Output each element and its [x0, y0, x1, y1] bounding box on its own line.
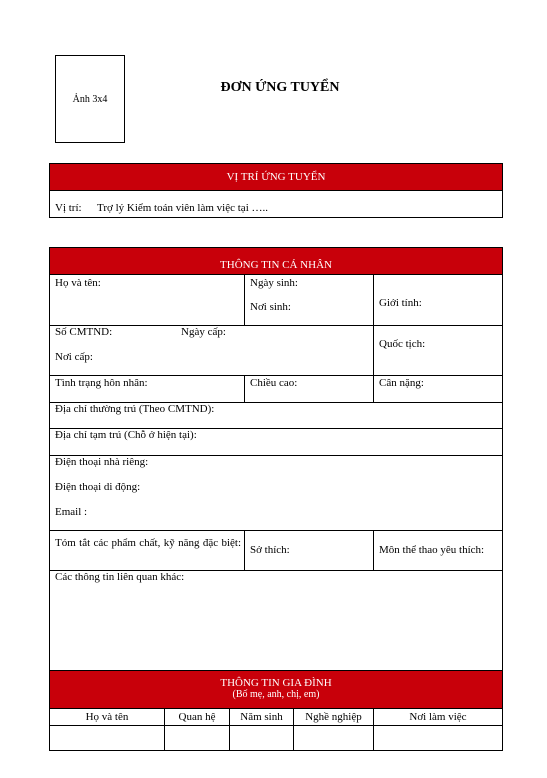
- sports-label: Môn thể thao yêu thích:: [379, 544, 485, 556]
- temp-address-label: Địa chỉ tạm trú (Chỗ ở hiện tại):: [55, 429, 197, 441]
- family-header-text: THÔNG TIN GIA ĐÌNH: [220, 677, 332, 689]
- family-col-name-label: Họ và tên: [85, 711, 129, 723]
- family-row-name-cell[interactable]: [49, 725, 165, 751]
- issue-date-label: Ngày cấp:: [181, 326, 226, 338]
- photo-label: Ảnh 3x4: [72, 93, 108, 105]
- position-value[interactable]: Trợ lý Kiểm toán viên làm việc tại …..: [97, 202, 268, 214]
- form-title: ĐƠN ỨNG TUYỂN: [220, 80, 340, 95]
- permanent-address-cell[interactable]: [49, 402, 503, 429]
- family-row-birth-year-cell[interactable]: [229, 725, 294, 751]
- mobile-label: Điện thoại di động:: [55, 481, 141, 493]
- gender-label: Giới tính:: [379, 297, 422, 309]
- weight-label: Cân nặng:: [379, 377, 424, 389]
- gender-cell[interactable]: [373, 274, 503, 326]
- family-col-name: [49, 708, 165, 726]
- full-name-cell[interactable]: [49, 274, 245, 326]
- other-info-label: Các thông tin liên quan khác:: [55, 571, 185, 583]
- dob-label: Ngày sinh:: [250, 277, 298, 289]
- family-row-workplace-cell[interactable]: [373, 725, 503, 751]
- hobbies-label: Sở thích:: [250, 544, 290, 556]
- position-section-header: [49, 163, 503, 191]
- birthplace-label: Nơi sinh:: [250, 301, 291, 313]
- family-col-workplace: [373, 708, 503, 726]
- family-col-relation: [164, 708, 230, 726]
- weight-cell[interactable]: [373, 375, 503, 403]
- marital-cell[interactable]: [49, 375, 245, 403]
- home-phone-label: Điện thoại nhà riêng:: [55, 456, 149, 468]
- email-label: Email :: [55, 506, 88, 518]
- height-label: Chiều cao:: [250, 377, 298, 389]
- issue-place-label: Nơi cấp:: [55, 351, 93, 363]
- permanent-address-label: Địa chỉ thường trú (Theo CMTND):: [55, 403, 215, 415]
- family-col-occupation: [293, 708, 374, 726]
- family-col-relation-label: Quan hệ: [178, 711, 216, 723]
- family-col-workplace-label: Nơi làm việc: [409, 711, 467, 723]
- skills-label: Tóm tắt các phẩm chất, kỹ năng đặc biệt:: [55, 537, 241, 549]
- nationality-cell[interactable]: [373, 325, 503, 376]
- position-row: [49, 190, 503, 218]
- skills-cell[interactable]: [49, 530, 245, 571]
- id-cell[interactable]: [49, 325, 374, 376]
- dob-cell[interactable]: [244, 274, 374, 326]
- family-subheader-text: (Bố mẹ, anh, chị, em): [232, 689, 320, 700]
- family-col-occupation-label: Nghề nghiệp: [305, 711, 362, 723]
- family-col-birth-year: [229, 708, 294, 726]
- sports-cell[interactable]: [373, 530, 503, 571]
- marital-label: Tình trạng hôn nhân:: [55, 377, 148, 389]
- temp-address-cell[interactable]: [49, 428, 503, 456]
- other-info-cell[interactable]: [49, 570, 503, 671]
- personal-section-header: [49, 247, 503, 275]
- position-header-text: VỊ TRÍ ỨNG TUYỂN: [226, 171, 326, 183]
- family-row-occupation-cell[interactable]: [293, 725, 374, 751]
- photo-placeholder: [55, 55, 125, 143]
- hobbies-cell[interactable]: [244, 530, 374, 571]
- family-section-header: [49, 670, 503, 709]
- full-name-label: Họ và tên:: [55, 277, 101, 289]
- position-label: Vị trí:: [55, 202, 82, 214]
- contact-cell[interactable]: [49, 455, 503, 531]
- nationality-label: Quốc tịch:: [379, 338, 426, 350]
- family-col-birth-year-label: Năm sinh: [240, 711, 283, 723]
- personal-header-text: THÔNG TIN CÁ NHÂN: [220, 259, 332, 271]
- id-number-label: Số CMTND:: [55, 326, 113, 338]
- height-cell[interactable]: [244, 375, 374, 403]
- family-row-relation-cell[interactable]: [164, 725, 230, 751]
